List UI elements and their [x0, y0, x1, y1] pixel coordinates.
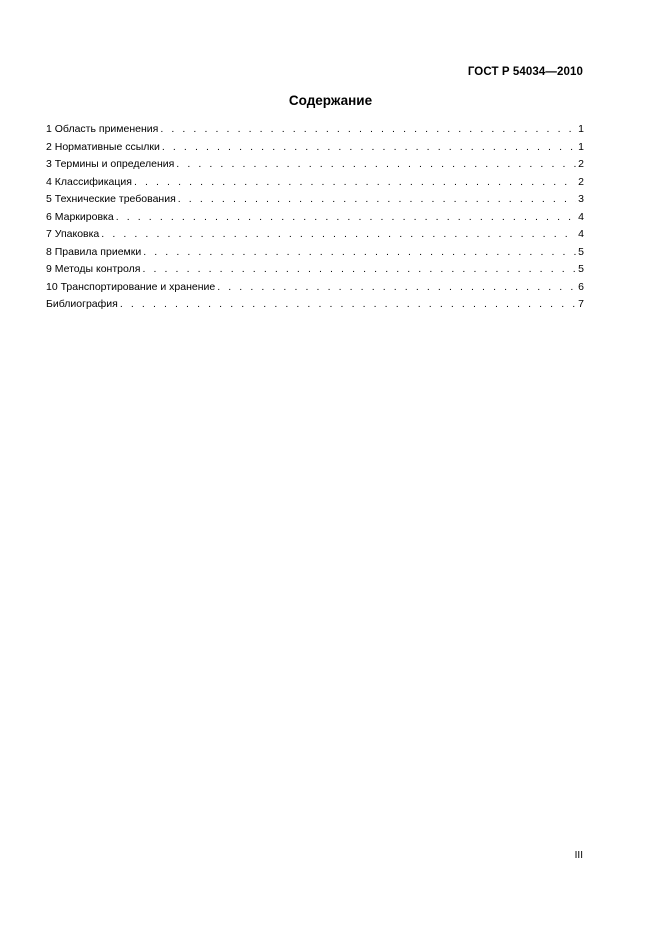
toc-entry[interactable]: [46, 156, 584, 174]
dot-leader: [160, 121, 576, 139]
table-of-contents: [46, 121, 584, 314]
toc-entry-page: 7: [578, 298, 584, 310]
toc-entry-label: Библиография: [46, 298, 118, 310]
toc-entry-label: 1 Область применения: [46, 123, 159, 135]
toc-entry-page: 1: [578, 140, 584, 153]
toc-entry-label: 3 Термины и определения: [46, 158, 175, 170]
toc-entry-label: 5 Технические требования: [46, 193, 176, 205]
toc-entry-page: 2: [578, 158, 584, 170]
dot-leader: [162, 139, 576, 157]
toc-entry-label: 2 Нормативные ссылки: [46, 140, 160, 153]
toc-entry-page: 4: [578, 210, 584, 223]
dot-leader: [120, 296, 576, 314]
toc-entry-page: 2: [578, 175, 584, 188]
dot-leader: [143, 244, 576, 262]
toc-entry[interactable]: [46, 244, 584, 262]
toc-entry-label: 9 Методы контроля: [46, 263, 141, 275]
dot-leader: [217, 279, 576, 297]
toc-entry-label: 10 Транспортирование и хранение: [46, 280, 216, 293]
toc-entry-page: 5: [578, 263, 584, 275]
toc-entry-label: 8 Правила приемки: [46, 245, 142, 258]
dot-leader: [142, 261, 576, 279]
dot-leader: [116, 209, 576, 227]
standard-code: ГОСТ Р 54034—2010: [467, 66, 583, 78]
toc-entry-label: 6 Маркировка: [46, 210, 114, 223]
toc-entry-page: 6: [578, 280, 584, 293]
toc-entry-label: 7 Упаковка: [46, 228, 100, 240]
toc-entry-page: 4: [578, 228, 584, 240]
page-number: III: [574, 850, 583, 861]
toc-entry[interactable]: [46, 261, 584, 279]
toc-entry[interactable]: [46, 191, 584, 209]
toc-entry-label: 4 Классификация: [46, 175, 132, 188]
toc-entry[interactable]: [46, 174, 584, 192]
dot-leader: [134, 174, 576, 192]
toc-title: Содержание: [288, 93, 373, 108]
toc-entry[interactable]: [46, 121, 584, 139]
toc-entry-page: 1: [578, 123, 584, 135]
dot-leader: [176, 156, 576, 174]
toc-entry[interactable]: [46, 226, 584, 244]
toc-entry[interactable]: [46, 139, 584, 157]
dot-leader: [178, 191, 576, 209]
toc-entry-page: 5: [578, 245, 584, 258]
dot-leader: [101, 226, 576, 244]
toc-entry[interactable]: [46, 296, 584, 314]
toc-entry[interactable]: [46, 279, 584, 297]
toc-entry-page: 3: [578, 193, 584, 205]
toc-entry[interactable]: [46, 209, 584, 227]
